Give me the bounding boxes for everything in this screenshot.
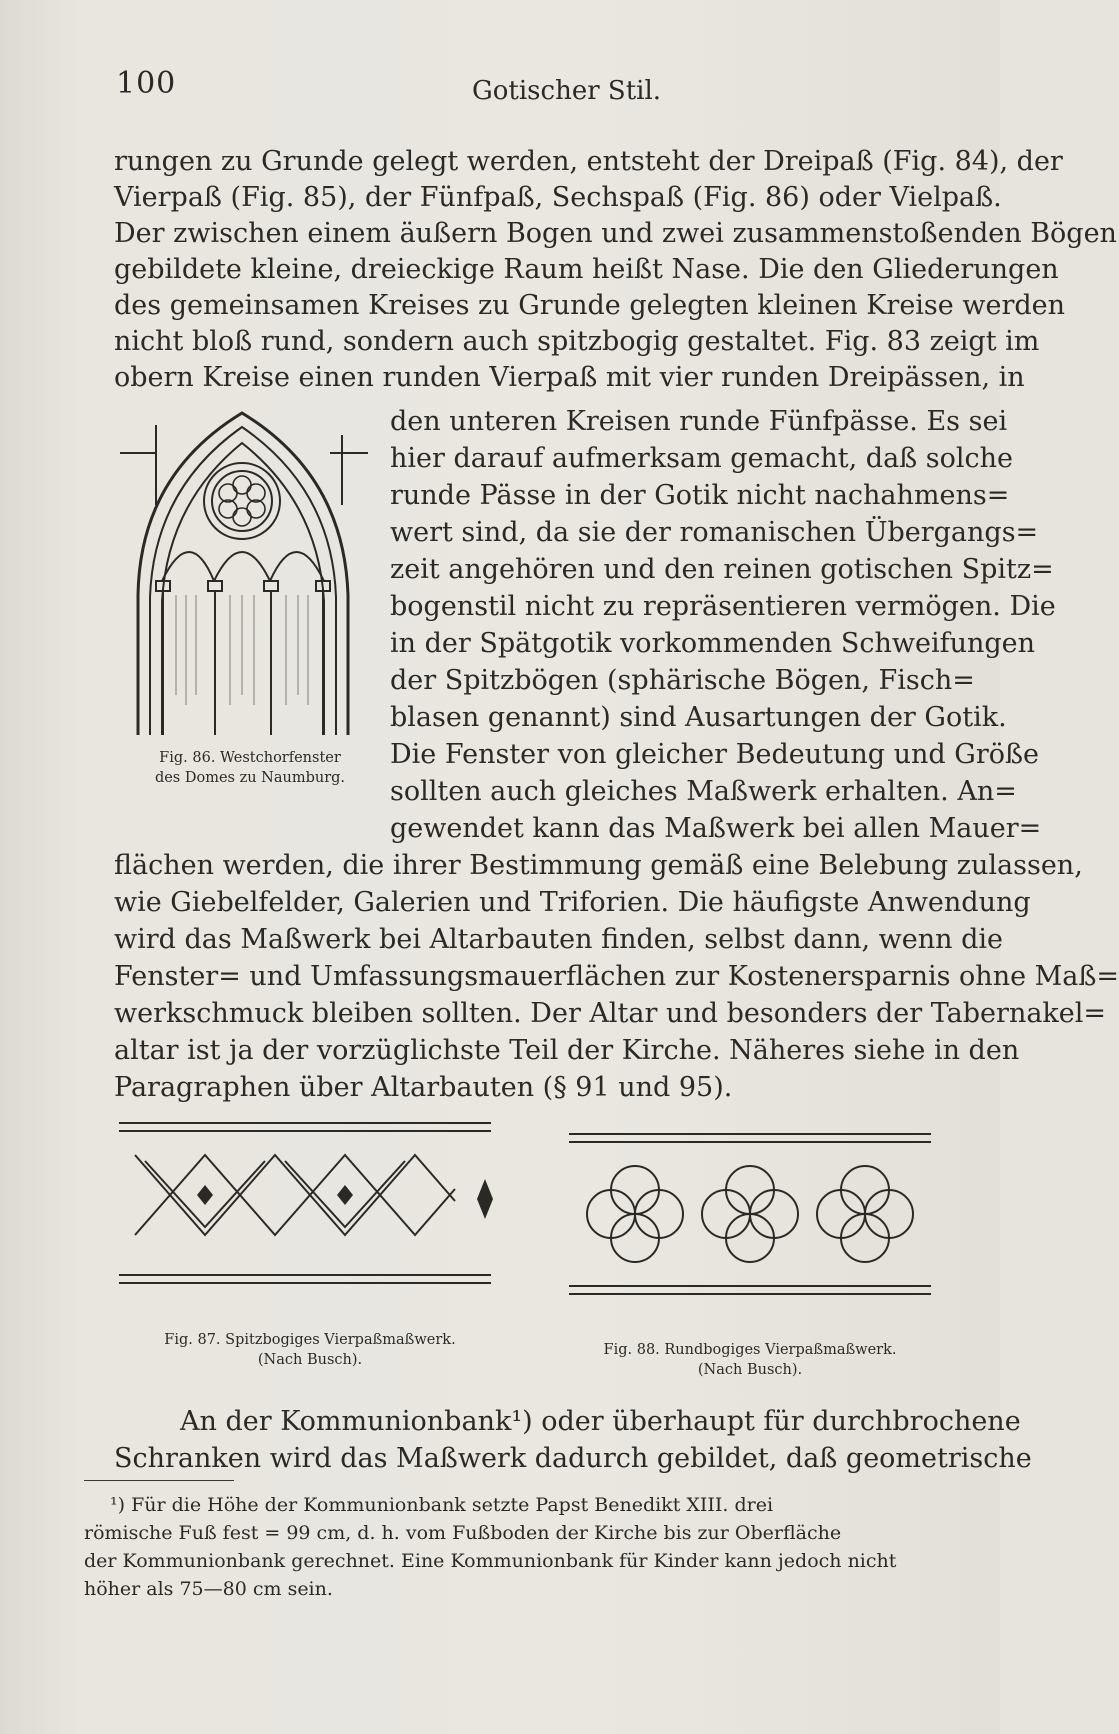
- body-line: rungen zu Grunde gelegt werden, entsteht der Dreipaß (Fig. 84), der: [114, 146, 1063, 177]
- page-number: 100: [116, 66, 177, 101]
- round-quatrefoil-tracery: [565, 1128, 935, 1300]
- body-line: den unteren Kreisen runde Fünfpässe. Es sei: [390, 406, 1008, 437]
- body-line: wert sind, da sie der romanischen Übergangs=: [390, 517, 1039, 548]
- running-head: Gotischer Stil.: [472, 76, 662, 106]
- body-line: Paragraphen über Altarbauten (§ 91 und 95).: [114, 1072, 733, 1103]
- figure-86-caption: [130, 748, 370, 788]
- body-line: sollten auch gleiches Maßwerk erhalten. An=: [390, 776, 1017, 807]
- body-line: zeit angehören und den reinen gotischen Spitz=: [390, 554, 1054, 585]
- body-line: werkschmuck bleiben sollten. Der Altar und besonders der Tabernakel=: [114, 998, 1107, 1029]
- caption-line: (Nach Busch).: [697, 1362, 803, 1378]
- body-line: gebildete kleine, dreieckige Raum heißt Nase. Die den Gliederungen: [114, 254, 1059, 285]
- body-line: Fenster= und Umfassungsmauerflächen zur Kostenersparnis ohne Maß=: [114, 961, 1119, 992]
- caption-line: des Domes zu Naumburg.: [154, 770, 346, 786]
- body-line: flächen werden, die ihrer Bestimmung gemäß eine Belebung zulassen,: [114, 850, 1083, 881]
- body-line: obern Kreise einen runden Vierpaß mit vier runden Dreipässen, in: [114, 362, 1025, 393]
- body-line: Vierpaß (Fig. 85), der Fünfpaß, Sechspaß (Fig. 86) oder Vielpaß.: [114, 182, 1002, 213]
- footnote-line: römische Fuß fest = 99 cm, d. h. vom Fußboden der Kirche bis zur Oberfläche: [84, 1522, 842, 1544]
- figure-88-tracery: [565, 1128, 935, 1300]
- caption-line: Fig. 88. Rundbogiges Vierpaßmaßwerk.: [603, 1342, 897, 1358]
- body-line: wie Giebelfelder, Galerien und Triforien. Die häufigste Anwendung: [114, 887, 1031, 918]
- caption-line: (Nach Busch).: [257, 1352, 363, 1368]
- body-line: der Spitzbögen (sphärische Bögen, Fisch=: [390, 665, 975, 696]
- figure-87-caption: [120, 1330, 500, 1370]
- body-line: hier darauf aufmerksam gemacht, daß solche: [390, 443, 1014, 474]
- body-line: altar ist ja der vorzüglichste Teil der Kirche. Näheres siehe in den: [114, 1035, 1020, 1066]
- footnote-line: höher als 75—80 cm sein.: [84, 1578, 333, 1600]
- pointed-quatrefoil-tracery: [115, 1115, 495, 1290]
- caption-line: Fig. 86. Westchorfenster: [159, 750, 341, 766]
- body-line: Schranken wird das Maßwerk dadurch gebildet, daß geometrische: [114, 1443, 1032, 1474]
- body-line: gewendet kann das Maßwerk bei allen Mauer=: [390, 813, 1042, 844]
- gothic-window-illustration: [110, 405, 375, 740]
- caption-line: Fig. 87. Spitzbogiges Vierpaßmaßwerk.: [164, 1332, 456, 1348]
- footnote-line: ¹) Für die Höhe der Kommunionbank setzte Papst Benedikt XIII. drei: [110, 1494, 774, 1516]
- figure-88-caption: [565, 1340, 935, 1380]
- body-line: in der Spätgotik vorkommenden Schweifungen: [390, 628, 1036, 659]
- page-header: [116, 66, 662, 106]
- body-line: runde Pässe in der Gotik nicht nachahmens=: [390, 480, 1010, 511]
- body-line: nicht bloß rund, sondern auch spitzbogig gestaltet. Fig. 83 zeigt im: [114, 326, 1040, 357]
- body-line: des gemeinsamen Kreises zu Grunde gelegten kleinen Kreise werden: [114, 290, 1065, 321]
- body-line: An der Kommunionbank¹) oder überhaupt für durchbrochene: [180, 1406, 1021, 1437]
- body-line: Der zwischen einem äußern Bogen und zwei zusammenstoßenden Bögen: [114, 218, 1117, 249]
- body-line: Die Fenster von gleicher Bedeutung und Größe: [390, 739, 1039, 770]
- body-line: bogenstil nicht zu repräsentieren vermögen. Die: [390, 591, 1056, 622]
- footnote-rule: [84, 1480, 234, 1481]
- body-line: wird das Maßwerk bei Altarbauten finden, selbst dann, wenn die: [114, 924, 1004, 955]
- body-line: blasen genannt) sind Ausartungen der Gotik.: [390, 702, 1007, 733]
- figure-87-tracery: [115, 1115, 495, 1290]
- footnote-line: der Kommunionbank gerechnet. Eine Kommunionbank für Kinder kann jedoch nicht: [84, 1550, 897, 1572]
- figure-86-window: [110, 405, 375, 740]
